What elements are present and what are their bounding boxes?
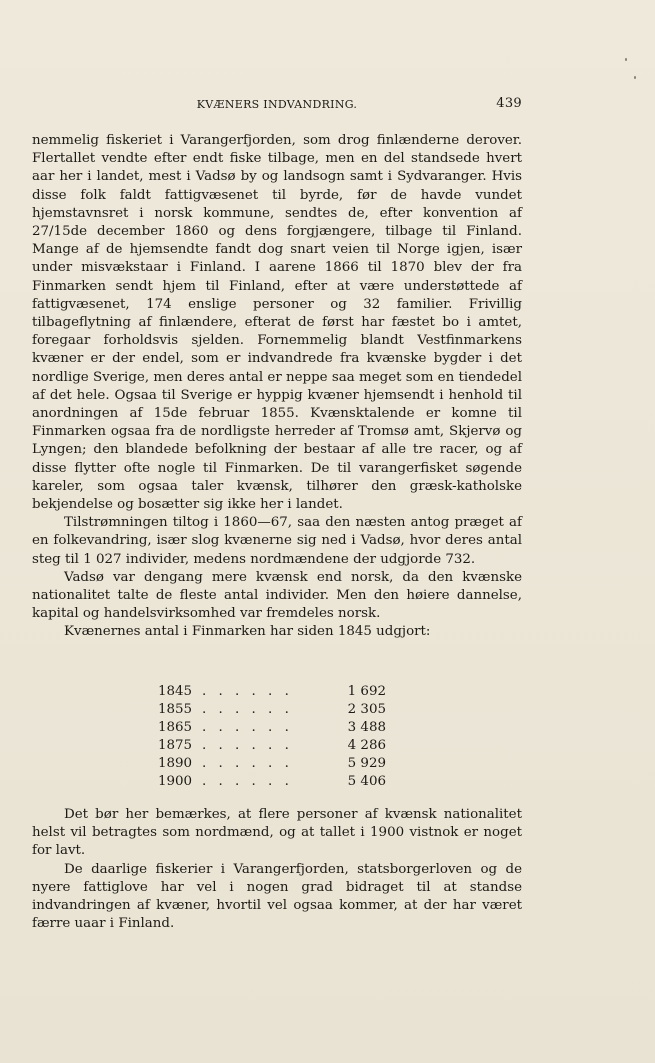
table-year: 1865 [158,719,193,735]
paragraph-nationality-note: Det bør her bemærkes, at flere personer af kvænsk nationalitet helst vil betragtes som nordmænd, og at tallet i 1900 vistnok er noget for lavt. [32,807,522,859]
table-year: 1875 [158,737,193,753]
paper-speck [634,76,636,79]
table-year: 1855 [158,701,193,717]
table-count: 3 488 [347,719,386,735]
page-header [32,98,522,118]
table-row [158,772,386,790]
paragraph-migration: Tilstrømningen tiltog i 1860—67, saa den næsten antog præget af en folkevandring, især slog kvænerne sig ned i Vadsø, hvor deres antal steg til 1 027 individer, medens nordmændene der udgjorde 732. [32,515,522,567]
table-leader: . . . . . . [202,773,293,789]
paragraph-continuation: nemmelig fiskeriet i Varangerfjorden, som drog finlænderne derover. Flertallet vendte efter endt fiske tilbage, men en del standsede hvert aar her i landet, mest i Vadsø by og landsogn samt i Sydvaranger. Hvis disse folk faldt fattigvæsenet til byrde, før de havde vundet hjemstavnsret i norsk kommune, sendtes de, efter konvention af 27/15de december 1860 og dens forgjængere, tilbage til Finland. Mange af de hjemsendte fandt dog snart veien til Norge igjen, især under misvækstaar i Finland. I aarene 1866 til 1870 blev der fra Finmarken sendt hjem til Finland, efter at være understøttede af fattigvæsenet, 174 enslige personer og 32 familier. Frivillig tilbageflytning af finlændere, efterat de først har fæstet bo i amtet, foregaar forholdsvis sjelden. Fornemmelig blandt Vestfinmarkens kvæner er der endel, som er indvandrede fra kvænske bygder i det nordlige Sverige, men deres antal er neppe saa meget som en tiendedel af det hele. Ogsaa til Sverige er hyppig kvæner hjemsendt i henhold til anordningen af 15de februar 1855. Kvænsktalende er komne til Finmarken ogsaa fra de nordligste herreder af Tromsø amt, Skjervø og Lyngen; den blandede befolkning der bestaar af alle tre racer, og af disse flytter ofte nogle til Finmarken. De til varangerfisket søgende kareler, som ogsaa taler kvænsk, tilhører den græsk-katholske bekjendelse og bosætter sig ikke her i landet. [32,133,522,513]
table-count: 5 929 [347,755,386,771]
table-row [158,754,386,772]
paper-speck [625,58,627,61]
table-year: 1900 [158,773,193,789]
table-leader: . . . . . . [202,737,293,753]
table-leader: . . . . . . [202,755,293,771]
running-title: KVÆNERS INDVANDRING. [196,98,358,111]
census-table [158,682,386,790]
table-row [158,736,386,754]
table-row [158,700,386,718]
body-text [32,132,522,642]
paragraph-vadso: Vadsø var dengang mere kvænsk end norsk, da den kvænske nationalitet talte de fleste antal individer. Men den høiere dannelse, kapital og handelsvirksomhed var fremdeles norsk. [32,569,522,622]
table-count: 1 692 [347,683,386,699]
paragraph-fisheries: De daarlige fiskerier i Varangerfjorden, statsborgerloven og de nyere fattiglove har vel i nogen grad bidraget til at standse indvandringen af kvæner, hvortil vel ogsaa kommer, at der har været færre uaar i Finland. [32,861,522,932]
table-count: 4 286 [347,737,386,753]
table-count: 5 406 [347,773,386,789]
table-year: 1845 [158,683,193,699]
table-row [158,682,386,700]
page-number: 439 [496,96,522,111]
paragraph-table-intro: Kvænernes antal i Finmarken har siden 1845 udgjort: [64,624,431,640]
table-year: 1890 [158,755,193,771]
closing-text [32,806,522,933]
table-leader: . . . . . . [202,683,293,699]
table-leader: . . . . . . [202,701,293,717]
table-count: 2 305 [347,701,386,717]
table-leader: . . . . . . [202,719,293,735]
table-row [158,718,386,736]
